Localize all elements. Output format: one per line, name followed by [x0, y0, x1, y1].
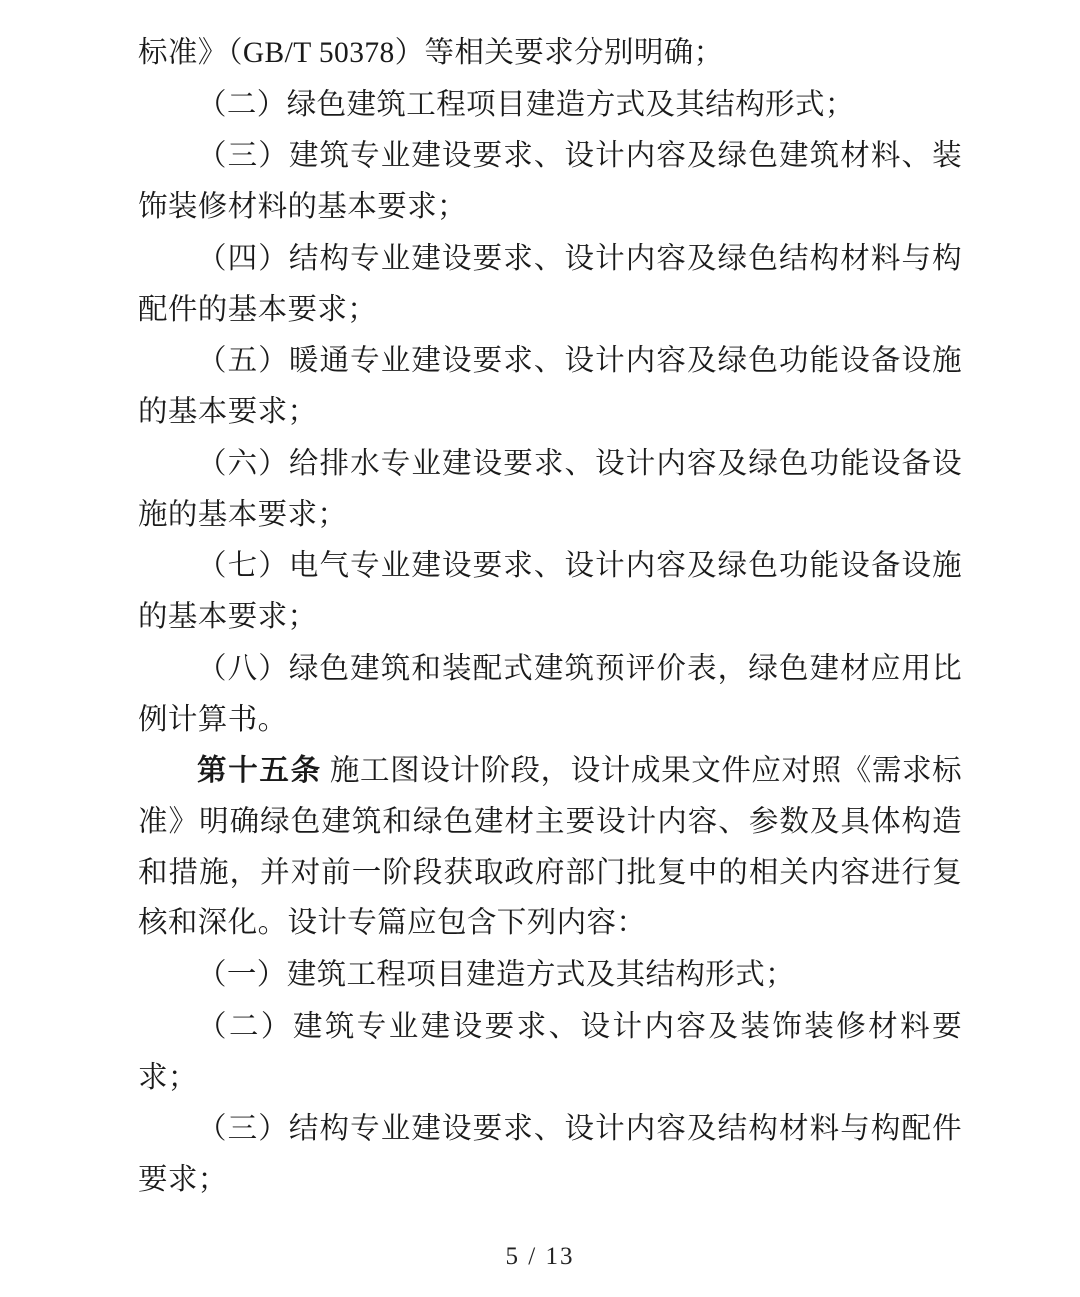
- paragraph-article-15: [138, 746, 962, 949]
- paragraph-item-6: （六）给排水专业建设要求、设计内容及绿色功能设备设施的基本要求；: [138, 447, 962, 531]
- paragraph-item-8: （八）绿色建筑和装配式建筑预评价表，绿色建材应用比例计算书。: [138, 652, 962, 736]
- article-15-text: 施工图设计阶段，设计成果文件应对照《需求标准》明确绿色建筑和绿色建材主要设计内容、参数及具体构造和措施，并对前一阶段获取政府部门批复中的相关内容进行复核和深化。设计专篇应包含下列内容：: [138, 755, 962, 940]
- document-body: [138, 28, 962, 1206]
- paragraph-article-15-item-2: （二）建筑专业建设要求、设计内容及装饰装修材料要求；: [138, 1010, 962, 1094]
- paragraph-continued-line: 标准》（GB/T 50378）等相关要求分别明确；: [138, 37, 724, 69]
- article-15-label: 第十五条: [197, 755, 322, 788]
- paragraph-item-3: （三）建筑专业建设要求、设计内容及绿色建筑材料、装饰装修材料的基本要求；: [138, 140, 962, 224]
- paragraph-item-2: （二）绿色建筑工程项目建造方式及其结构形式；: [197, 88, 855, 121]
- paragraph-article-15-item-1: （一）建筑工程项目建造方式及其结构形式；: [197, 959, 796, 992]
- paragraph-item-4: （四）结构专业建设要求、设计内容及绿色结构材料与构配件的基本要求；: [138, 242, 962, 326]
- page-number: 5 / 13: [505, 1243, 575, 1270]
- paragraph-item-7: （七）电气专业建设要求、设计内容及绿色功能设备设施的基本要求；: [138, 550, 962, 634]
- paragraph-item-5: （五）暖通专业建设要求、设计内容及绿色功能设备设施的基本要求；: [138, 345, 962, 429]
- page-footer: [0, 1243, 1080, 1271]
- paragraph-article-15-item-3: （三）结构专业建设要求、设计内容及结构材料与构配件要求；: [138, 1113, 962, 1197]
